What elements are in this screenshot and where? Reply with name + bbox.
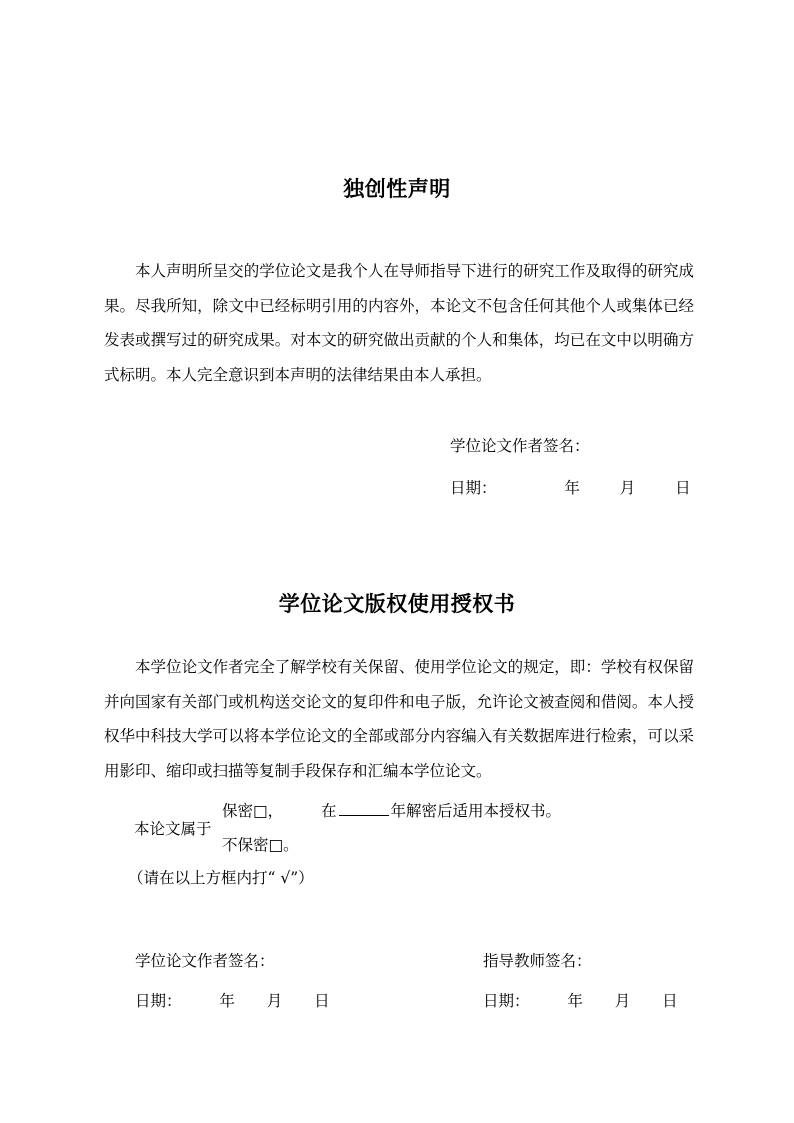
authorization-body: 本学位论文作者完全了解学校有关保留、使用学位论文的规定，即：学校有权保留并向国家有关部门或机构送交论文的复印件和电子版，允许论文被查阅和借阅。本人授权华中科技大学可以将本学位论文的全部或部分内容编入有关数据库进行检索，可以采用影印、缩印或扫描等复制手段保存和汇编本学位论文。 xyxy=(104,658,694,780)
day-label: 日 xyxy=(662,992,678,1010)
year-label: 年 xyxy=(567,992,583,1010)
belongs-label: 本论文属于 xyxy=(134,820,212,838)
secret-option-line xyxy=(222,801,561,821)
day-label: 日 xyxy=(675,479,691,497)
day-label: 日 xyxy=(314,992,330,1010)
years-blank xyxy=(339,801,389,816)
year-label: 年 xyxy=(219,992,235,1010)
declaration-title: 独创性声明 xyxy=(343,177,451,201)
year-label: 年 xyxy=(564,479,580,497)
author-signature-label: 学位论文作者签名： xyxy=(135,952,275,970)
declaration-date-line xyxy=(450,478,691,498)
date-label: 日期： xyxy=(135,992,182,1010)
secret-option: 保密□， xyxy=(222,802,284,820)
nonsecret-option: 不保密□。 xyxy=(222,836,299,854)
date-label: 日期： xyxy=(483,992,530,1010)
declaration-signature-label: 学位论文作者签名： xyxy=(450,437,590,455)
advisor-date-line xyxy=(483,991,678,1011)
month-label: 月 xyxy=(619,479,636,497)
date-label: 日期： xyxy=(450,479,497,497)
secret-in-label: 在 xyxy=(321,802,337,820)
advisor-signature-label: 指导教师签名： xyxy=(483,952,592,970)
author-date-line xyxy=(135,991,330,1011)
secret-suffix: 年解密后适用本授权书。 xyxy=(390,802,562,820)
declaration-body: 本人声明所呈交的学位论文是我个人在导师指导下进行的研究工作及取得的研究成果。尽我所知，除文中已经标明引用的内容外，本论文不包含任何其他个人或集体已经发表或撰写过的研究成果。对本文的研究做出贡献的个人和集体，均已在文中以明确方式标明。本人完全意识到本声明的法律结果由本人承担。 xyxy=(104,262,694,384)
month-label: 月 xyxy=(614,992,631,1010)
authorization-title: 学位论文版权使用授权书 xyxy=(278,592,516,616)
checkbox-note: （请在以上方框内打“ √”） xyxy=(128,869,314,887)
month-label: 月 xyxy=(266,992,283,1010)
